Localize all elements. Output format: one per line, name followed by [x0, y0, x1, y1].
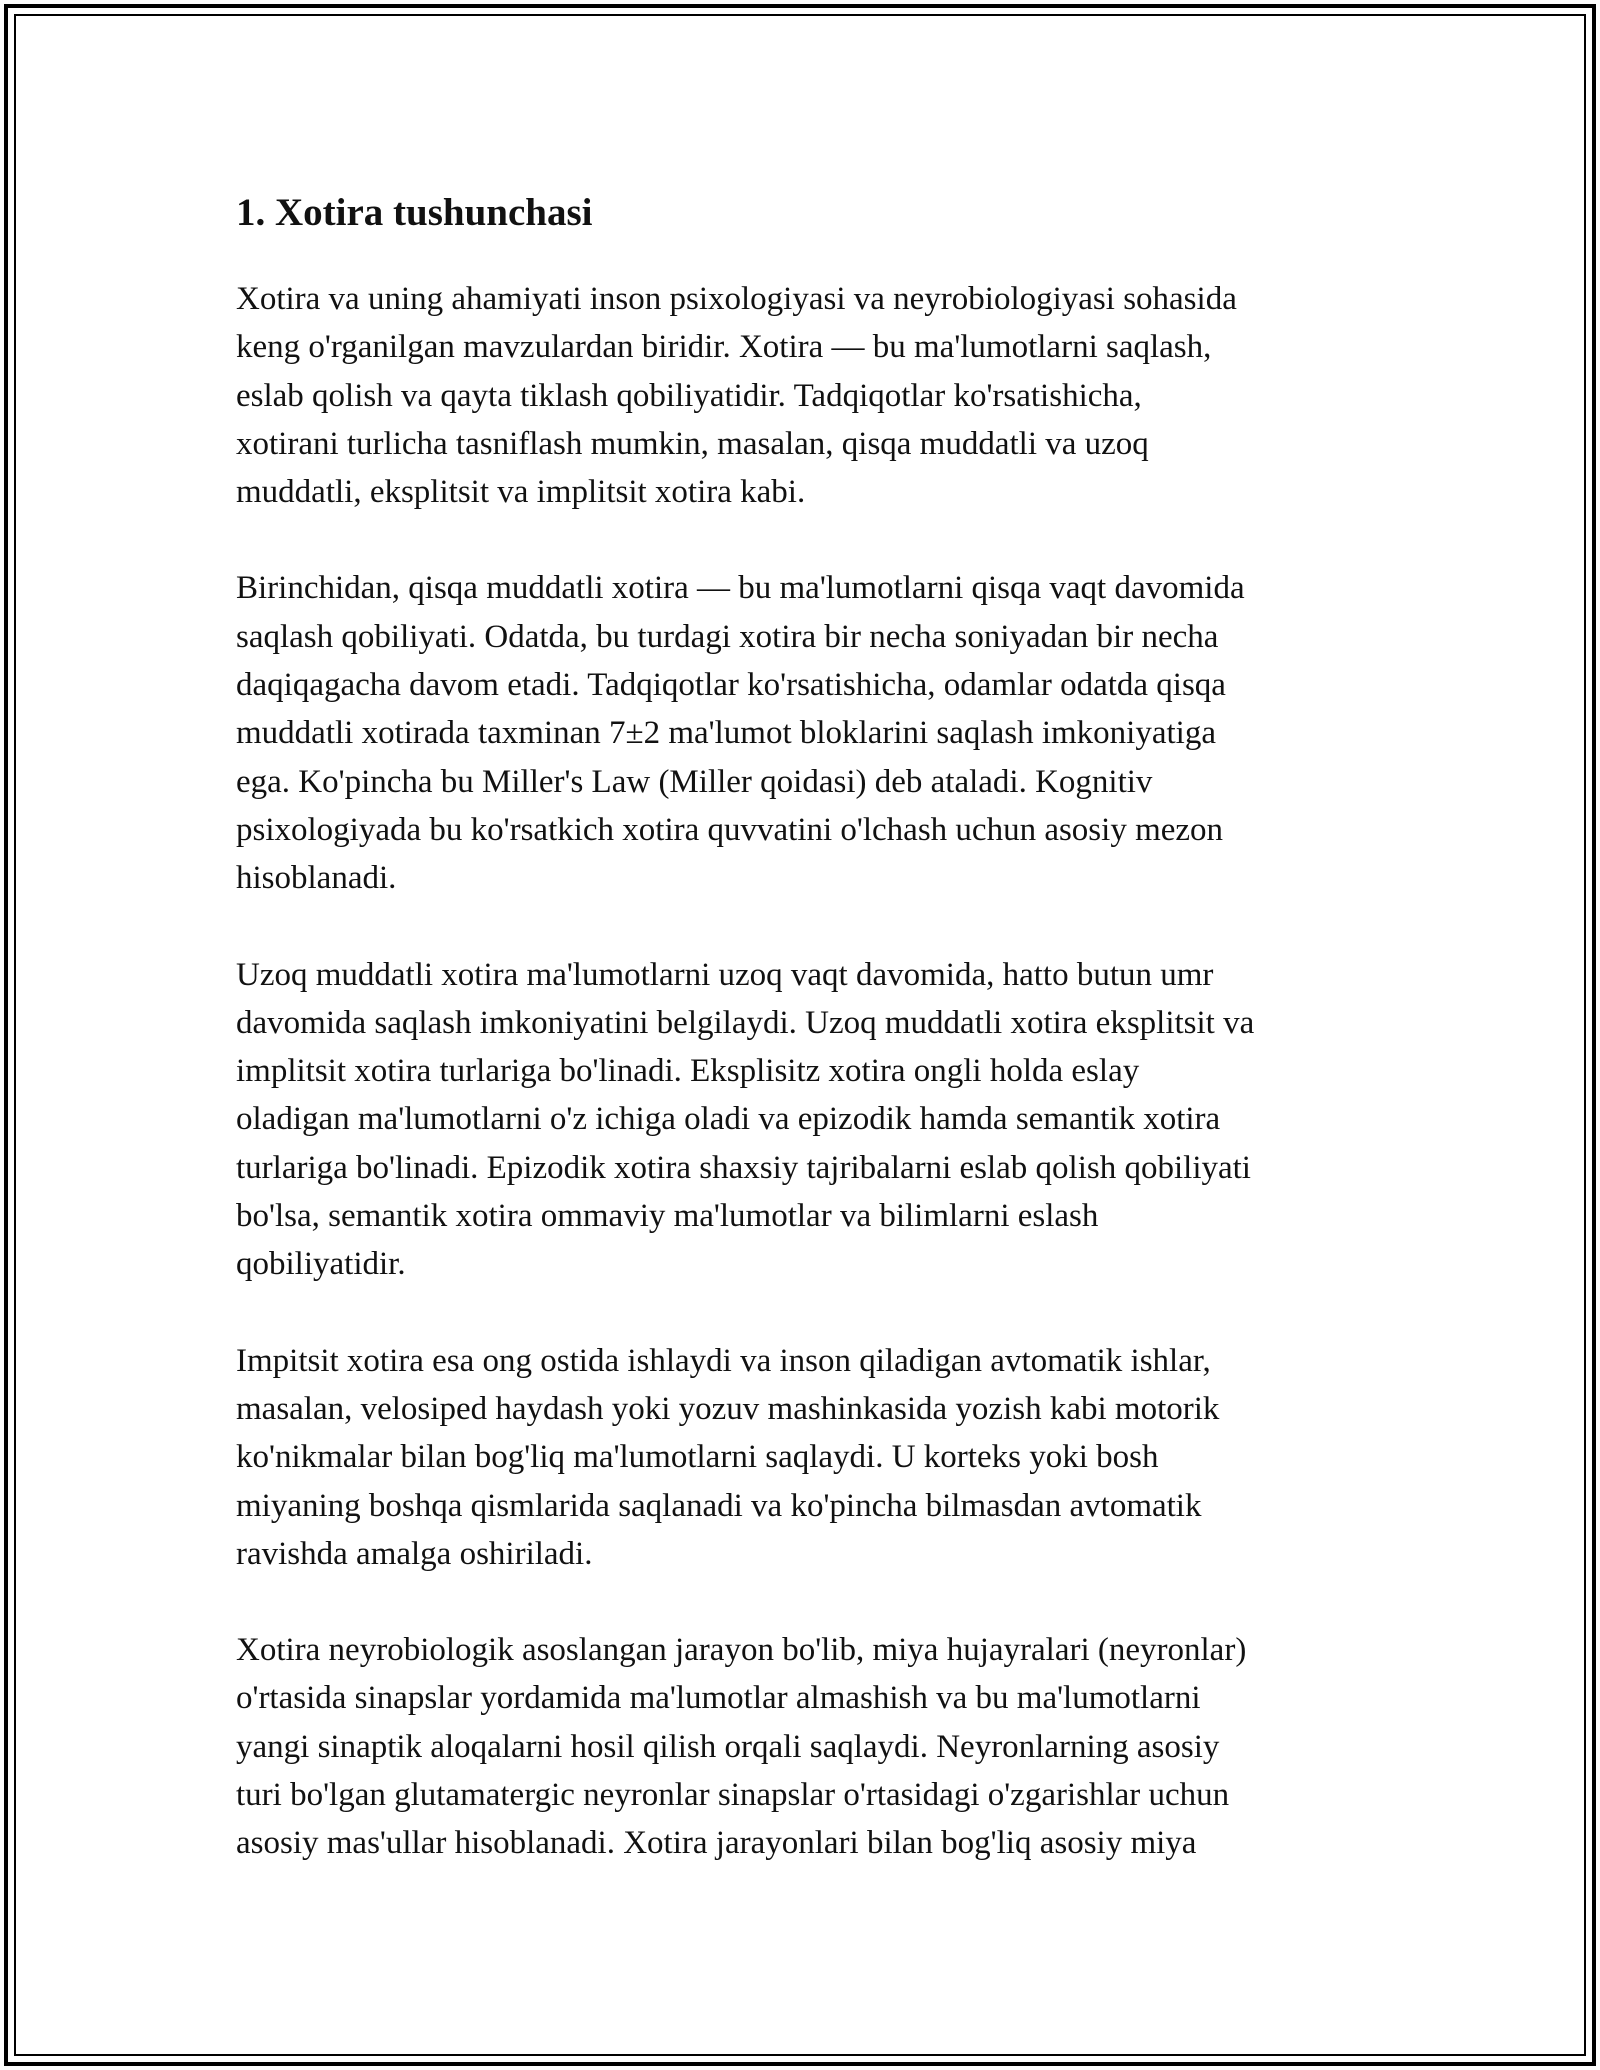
paragraph-line: Birinchidan, qisqa muddatli xotira — bu ma'lumotlarni qisqa vaqt davomida: [236, 570, 1245, 607]
paragraph-line: Xotira va uning ahamiyati inson psixologiyasi va neyrobiologiyasi sohasida: [236, 281, 1237, 317]
paragraph-line: bo'lsa, semantik xotira ommaviy ma'lumotlar va bilimlarni eslash: [236, 1198, 1099, 1235]
paragraph-2: [236, 564, 1386, 902]
paragraph-line: ravishda amalga oshiriladi.: [236, 1535, 593, 1572]
paragraph-line: keng o'rganilgan mavzulardan biridir. Xotira — bu ma'lumotlarni saqlash,: [236, 329, 1212, 366]
paragraph-line: ko'nikmalar bilan bog'liq ma'lumotlarni saqlaydi. U korteks yoki bosh: [236, 1439, 1159, 1476]
paragraph-4: [236, 1337, 1386, 1578]
paragraph-line: ega. Ko'pincha bu Miller's Law (Miller qoidasi) deb ataladi. Kognitiv: [236, 763, 1153, 800]
document-body: [236, 185, 1386, 1916]
paragraph-line: saqlash qobiliyati. Odatda, bu turdagi xotira bir necha soniyadan bir necha: [236, 618, 1219, 655]
paragraph-line: turlariga bo'linadi. Epizodik xotira shaxsiy tajribalarni eslab qolish qobiliyati: [236, 1149, 1251, 1186]
paragraph-line: qobiliyatidir.: [236, 1246, 406, 1283]
paragraph-3: [236, 951, 1386, 1289]
paragraph-line: o'rtasida sinapslar yordamida ma'lumotlar almashish va bu ma'lumotlarni: [236, 1680, 1201, 1717]
section-heading: 1. Xotira tushunchasi: [236, 191, 593, 234]
paragraph-line: psixologiyada bu ko'rsatkich xotira quvvatini o'lchash uchun asosiy mezon: [236, 811, 1224, 848]
paragraph-line: eslab qolish va qayta tiklash qobiliyatidir. Tadqiqotlar ko'rsatishicha,: [236, 377, 1142, 414]
paragraph-line: daqiqagacha davom etadi. Tadqiqotlar ko'rsatishicha, odamlar odatda qisqa: [236, 667, 1226, 704]
paragraph-line: turi bo'lgan glutamatergic neyronlar sinapslar o'rtasidagi o'zgarishlar uchun: [236, 1777, 1230, 1814]
paragraph-line: davomida saqlash imkoniyatini belgilaydi. Uzoq muddatli xotira eksplitsit va: [236, 1004, 1255, 1041]
paragraph-line: Uzoq muddatli xotira ma'lumotlarni uzoq vaqt davomida, hatto butun umr: [236, 956, 1214, 993]
paragraph-line: asosiy mas'ullar hisoblanadi. Xotira jarayonlari bilan bog'liq asosiy miya: [236, 1825, 1197, 1862]
paragraph-line: Xotira neyrobiologik asoslangan jarayon bo'lib, miya hujayralari (neyronlar): [236, 1632, 1247, 1669]
paragraph-line: oladigan ma'lumotlarni o'z ichiga oladi va epizodik hamda semantik xotira: [236, 1101, 1221, 1138]
paragraph-line: Impitsit xotira esa ong ostida ishlaydi va inson qiladigan avtomatik ishlar,: [236, 1342, 1211, 1379]
paragraph-line: xotirani turlicha tasniflash mumkin, masalan, qisqa muddatli va uzoq: [236, 425, 1149, 462]
paragraph-line: muddatli xotirada taxminan 7±2 ma'lumot bloklarini saqlash imkoniyatiga: [236, 715, 1216, 752]
paragraph-line: masalan, velosiped haydash yoki yozuv mashinkasida yozish kabi motorik: [236, 1390, 1220, 1427]
paragraph-line: hisoblanadi.: [236, 860, 397, 897]
paragraph-line: implitsit xotira turlariga bo'linadi. Eksplisitz xotira ongli holda eslay: [236, 1053, 1140, 1090]
paragraph-line: muddatli, eksplitsit va implitsit xotira kabi.: [236, 474, 806, 511]
paragraph-1: [236, 275, 1386, 516]
paragraph-line: yangi sinaptik aloqalarni hosil qilish orqali saqlaydi. Neyronlarning asosiy: [236, 1728, 1220, 1765]
paragraph-line: miyaning boshqa qismlarida saqlanadi va ko'pincha bilmasdan avtomatik: [236, 1487, 1202, 1524]
paragraph-5: [236, 1626, 1386, 1867]
